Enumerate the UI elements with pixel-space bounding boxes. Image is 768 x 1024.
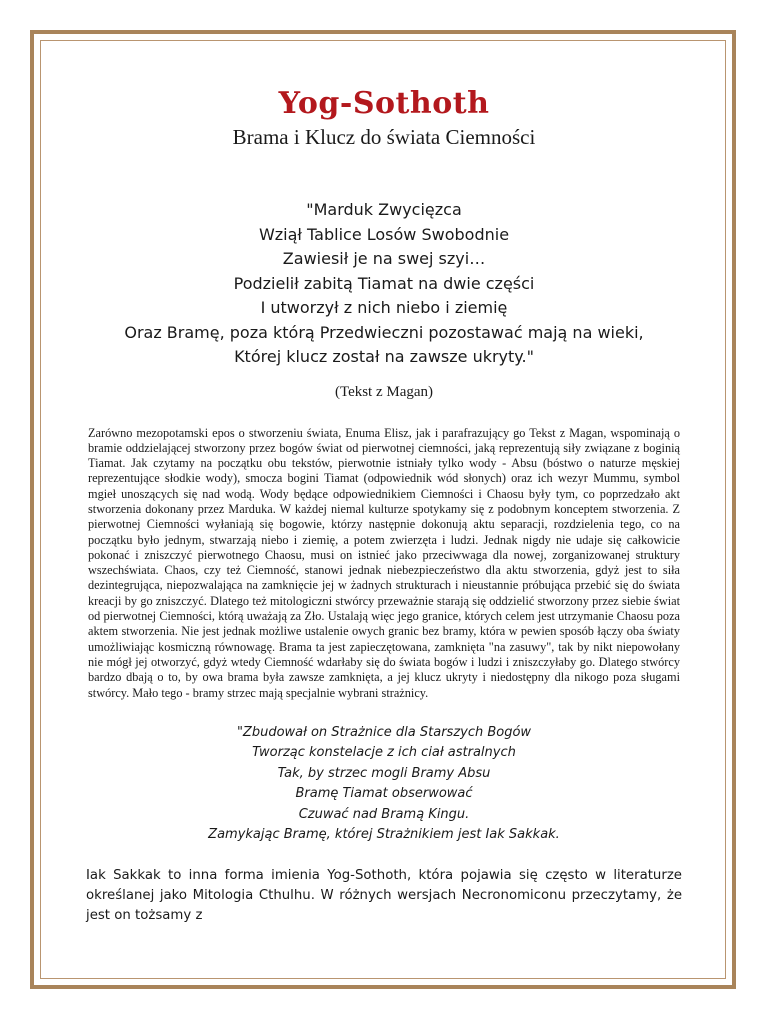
document-title: Yog-Sothoth — [278, 86, 490, 121]
second-verse — [86, 723, 682, 846]
verse-line: Zawiesił je na swej szyi… — [282, 249, 486, 268]
page-content — [86, 86, 682, 939]
body-paragraph: Zarówno mezopotamski epos o stworzeniu świata, Enuma Elisz, jak i parafrazujący go Tekst z Magan, wspominają o bramie oddzielającej stworzony przez bogów świat od pierwotnej ciemności, jaką reprezentują siły związane z boginią Tiamat. Jak czytamy na początku obu tekstów, pierwotnie istniały tylko wody - Absu (bóstwo o naturze męskiej reprezentujące słodkie wody), smocza bogini Tiamat (odpowiednik wód słonych) oraz ich wezyr Mummu, symbol mgieł unoszących się nad wodą. Wody będące odpowiednikiem Ciemności i Chaosu były tym, co poprzedzało akt stworzenia dokonany przez Marduka. W każdej niemal kulturze spotykamy się z podobnym konceptem stworzenia. Z pierwotnej Ciemności wyłaniają się bogowie, którzy następnie dokonują aktu separacji, rozdzielenia tego, co na początku było jednym, stwarzają niebo i ziemię, a potem zwierzęta i ludzi. Jednak nigdy nie udaje się całkowicie pokonać i zniszczyć pierwotnego Chaosu, musi on istnieć jako przeciwwaga dla nowej, zorganizowanej struktury wszechświata. Chaos, czy też Ciemność, stanowi jednak niebezpieczeństwo dla aktu stworzenia, gdyż jest to siła dezintegrująca, niepozwalająca na zamknięcie jej w żadnych strukturach i nieustannie próbująca przebić się do świata kreacji by go zniszczyć. Dlatego też mitologiczni stwórcy przeważnie starają się oddzielić stworzony przez siebie świat od pierwotnej Ciemności, którą uważają za Zło. Ustalają więc jego granice, których celem jest utrzymanie Chaosu poza aktem stworzenia. Nie jest jednak możliwe ustalenie owych granic bez bramy, która w pewien sposób łączy oba światy umożliwiając kosmiczną równowagę. Brama ta jest zapieczętowana, zamknięta "na zasuwy", tak by nikt niepowołany nie mógł jej otworzyć, gdyż wtedy Ciemność wdarłaby się do świata bogów i ludzi i zniszczyłaby go. Dlatego stwórcy bardzo dbają o to, by owa brama była zawsze zamknięta, a jej klucz ukryty i niedostępny dla nikogo poza sługami stwórcy. Mało tego - bramy strzec mają specjalnie wybrani strażnicy. — [88, 425, 680, 700]
verse-line: Tworząc konstelacje z ich ciał astralnych — [252, 745, 516, 761]
document-subtitle: Brama i Klucz do świata Ciemności — [232, 125, 536, 149]
verse-line: Tak, by strzec mogli Bramy Absu — [277, 765, 491, 781]
verse-line: I utworzył z nich niebo i ziemię — [260, 298, 508, 317]
verse-line: Zamykając Bramę, której Strażnikiem jest Iak Sakkak. — [208, 827, 560, 843]
verse-line: "Marduk Zwycięzca — [306, 200, 462, 219]
verse-line: Bramę Tiamat obserwować — [295, 786, 473, 802]
verse-line: Podzielił zabitą Tiamat na dwie części — [233, 273, 535, 293]
verse-line: Wziął Tablice Losów Swobodnie — [258, 224, 510, 244]
verse-line: Czuwać nad Bramą Kingu. — [298, 806, 470, 822]
closing-paragraph: Iak Sakkak to inna forma imienia Yog-Sothoth, która pojawia się często w literaturze określanej jako Mitologia Cthulhu. W różnych wersjach Necronomiconu przeczytamy, że jest on tożsamy z — [86, 867, 682, 923]
opening-verse — [86, 198, 682, 370]
verse-line: "Zbudował on Strażnice dla Starszych Bogów — [236, 724, 532, 740]
verse-line: Oraz Bramę, poza którą Przedwieczni pozostawać mają na wieki, — [124, 322, 644, 342]
verse-line: Której klucz został na zawsze ukryty." — [234, 347, 534, 366]
verse-source: (Tekst z Magan) — [334, 383, 434, 400]
